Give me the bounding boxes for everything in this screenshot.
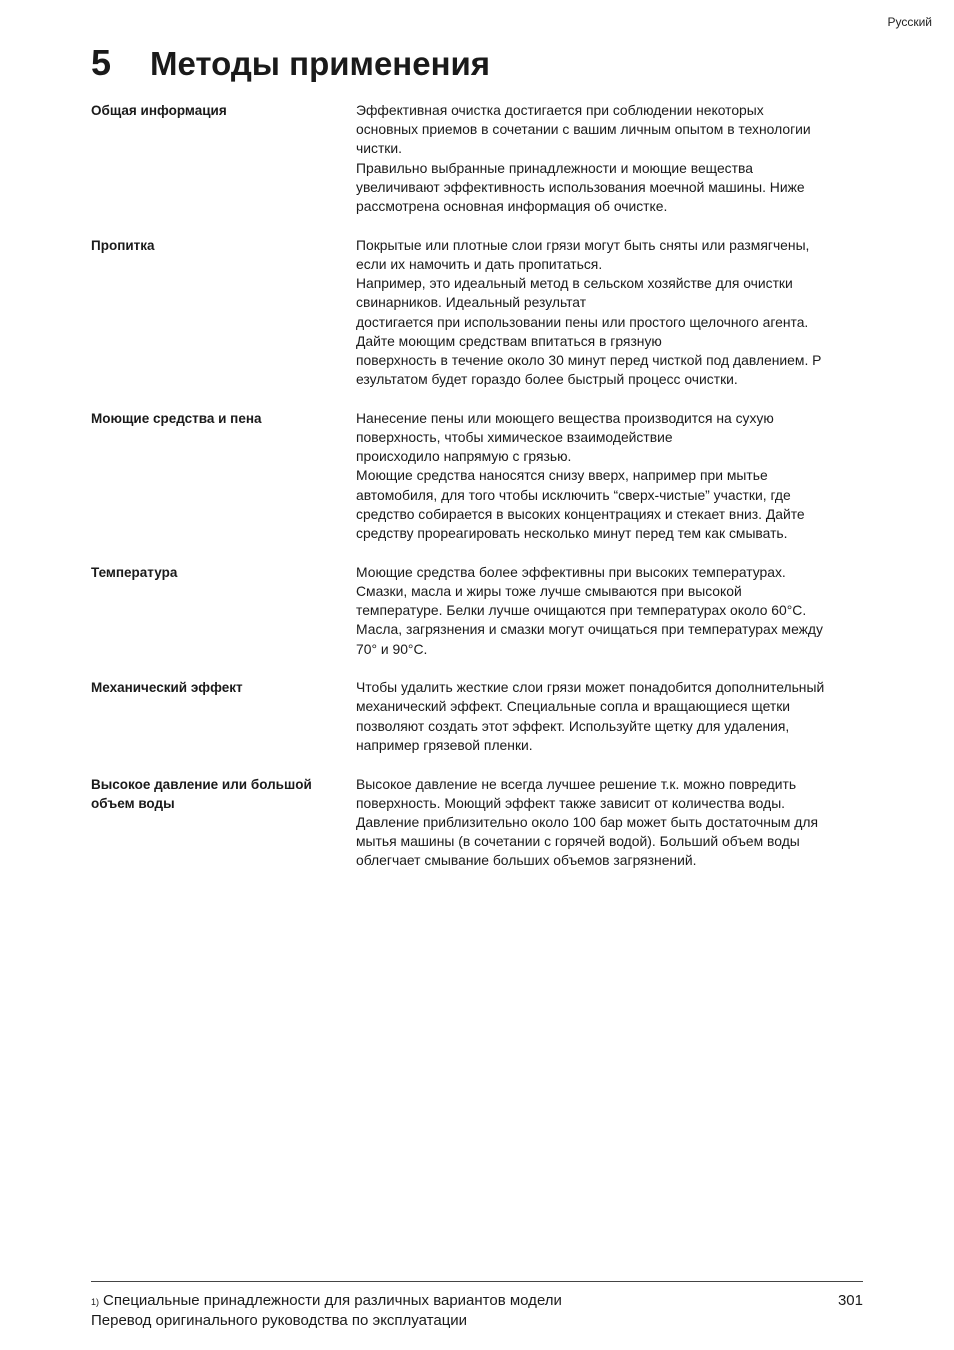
- section-row: [91, 409, 863, 543]
- section-text-line: Моющие средства более эффективны при высоких температурах.: [356, 563, 786, 580]
- section-text-line: Эффективная очистка достигается при соблюдении некоторых: [356, 102, 764, 118]
- section-text-line: мытья машины (в сочетании с горячей водой). Больший объем воды: [356, 833, 800, 850]
- language-label: Русский: [887, 15, 932, 29]
- section-label: Моющие средства и пена: [91, 410, 262, 426]
- section-text-line: Давление приблизительно около 100 бар может быть достаточным для: [356, 814, 818, 830]
- section-text-line: облегчает смывание больших объемов загрязнений.: [356, 852, 697, 869]
- chapter-title: Методы применения: [150, 45, 491, 82]
- section-body: [356, 236, 863, 390]
- section-text-line: автомобиля, для того чтобы исключить “сверх-чистые” участки, где: [356, 486, 791, 503]
- section-label: Высокое давление или большой объем воды: [91, 776, 312, 811]
- section-text-line: Дайте моющим средствам впитаться в грязную: [356, 332, 662, 349]
- section-text-line: если их намочить и дать пропитаться.: [356, 255, 603, 272]
- footnote-text: Специальные принадлежности для различных вариантов модели: [103, 1292, 562, 1309]
- section-body: [356, 101, 863, 216]
- section-text-line: свинарников. Идеальный результат: [356, 294, 587, 311]
- section-text-line: езультатом будет гораздо более быстрый процесс очистки.: [356, 371, 738, 388]
- section-row: [91, 775, 863, 871]
- section-text-line: Покрытые или плотные слои грязи могут быть сняты или размягчены,: [356, 236, 810, 253]
- section-body: [356, 563, 863, 659]
- section-row: [91, 678, 863, 755]
- footnote: [91, 1291, 562, 1311]
- section-body: [356, 409, 863, 543]
- section-row: [91, 101, 863, 216]
- section-text-line: Например, это идеальный метод в сельском хозяйстве для очистки: [356, 275, 793, 292]
- footnote-mark: 1): [91, 1297, 100, 1307]
- chapter-number: 5: [91, 42, 112, 83]
- section-text-line: основных приемов в сочетании с вашим личным опытом в технологии: [356, 121, 811, 138]
- document-title: Перевод оригинального руководства по эксплуатации: [91, 1312, 468, 1329]
- section-row: [91, 563, 863, 659]
- section-text-line: поверхность в течение около 30 минут перед чисткой под давлением. Р: [356, 351, 822, 368]
- section-label: Температура: [91, 564, 178, 580]
- section-text-line: 70° и 90°C.: [356, 640, 428, 657]
- section-label: Пропитка: [91, 237, 155, 253]
- page-number: 301: [837, 1292, 863, 1309]
- section-text-line: происходило напрямую с грязью.: [356, 448, 572, 465]
- section-text-line: Высокое давление не всегда лучшее решение т.к. можно повредить: [356, 775, 797, 792]
- section-body: [356, 678, 863, 755]
- section-text-line: поверхность, чтобы химическое взаимодействие: [356, 429, 673, 446]
- section-text-line: например грязевой пленки.: [356, 736, 533, 753]
- section-label: Механический эффект: [91, 680, 243, 696]
- section-text-line: Смазки, масла и жиры тоже лучше смываются при высокой: [356, 582, 742, 599]
- section-text-line: Чтобы удалить жесткие слои грязи может понадобится дополнительный: [356, 679, 825, 696]
- section-text-line: Правильно выбранные принадлежности и моющие вещества: [356, 159, 753, 176]
- section-text-line: средству прореагировать несколько минут перед тем как смывать.: [356, 525, 788, 542]
- section-text-line: достигается при использовании пены или простого щелочного агента.: [356, 313, 809, 330]
- section-text-line: увеличивают эффективность использования моечной машины. Ниже: [356, 178, 805, 195]
- section-text-line: чистки.: [356, 140, 402, 157]
- sections-list: [91, 101, 863, 890]
- section-text-line: рассмотрена основная информация об очистке.: [356, 198, 668, 215]
- section-body: [356, 775, 863, 871]
- page-footer: [91, 1291, 863, 1331]
- section-label: Общая информация: [91, 103, 227, 118]
- section-text-line: Нанесение пены или моющего вещества производится на сухую: [356, 409, 774, 426]
- section-text-line: Моющие средства наносятся снизу вверх, например при мытье: [356, 467, 768, 484]
- section-text-line: механический эффект. Специальные сопла и вращающиеся щетки: [356, 698, 791, 715]
- section-text-line: позволяют создать этот эффект. Используйте щетку для удаления,: [356, 717, 790, 734]
- section-text-line: средство собирается в высоких концентрациях и стекает вниз. Дайте: [356, 505, 805, 522]
- section-row: [91, 236, 863, 390]
- section-text-line: температуре. Белки лучше очищаются при температурах около 60°C.: [356, 602, 807, 619]
- section-text-line: поверхность. Моющий эффект также зависит от количества воды.: [356, 794, 786, 811]
- section-text-line: Масла, загрязнения и смазки могут очищаться при температурах между: [356, 621, 823, 638]
- chapter-heading: [91, 42, 490, 84]
- footer-divider: [91, 1281, 863, 1282]
